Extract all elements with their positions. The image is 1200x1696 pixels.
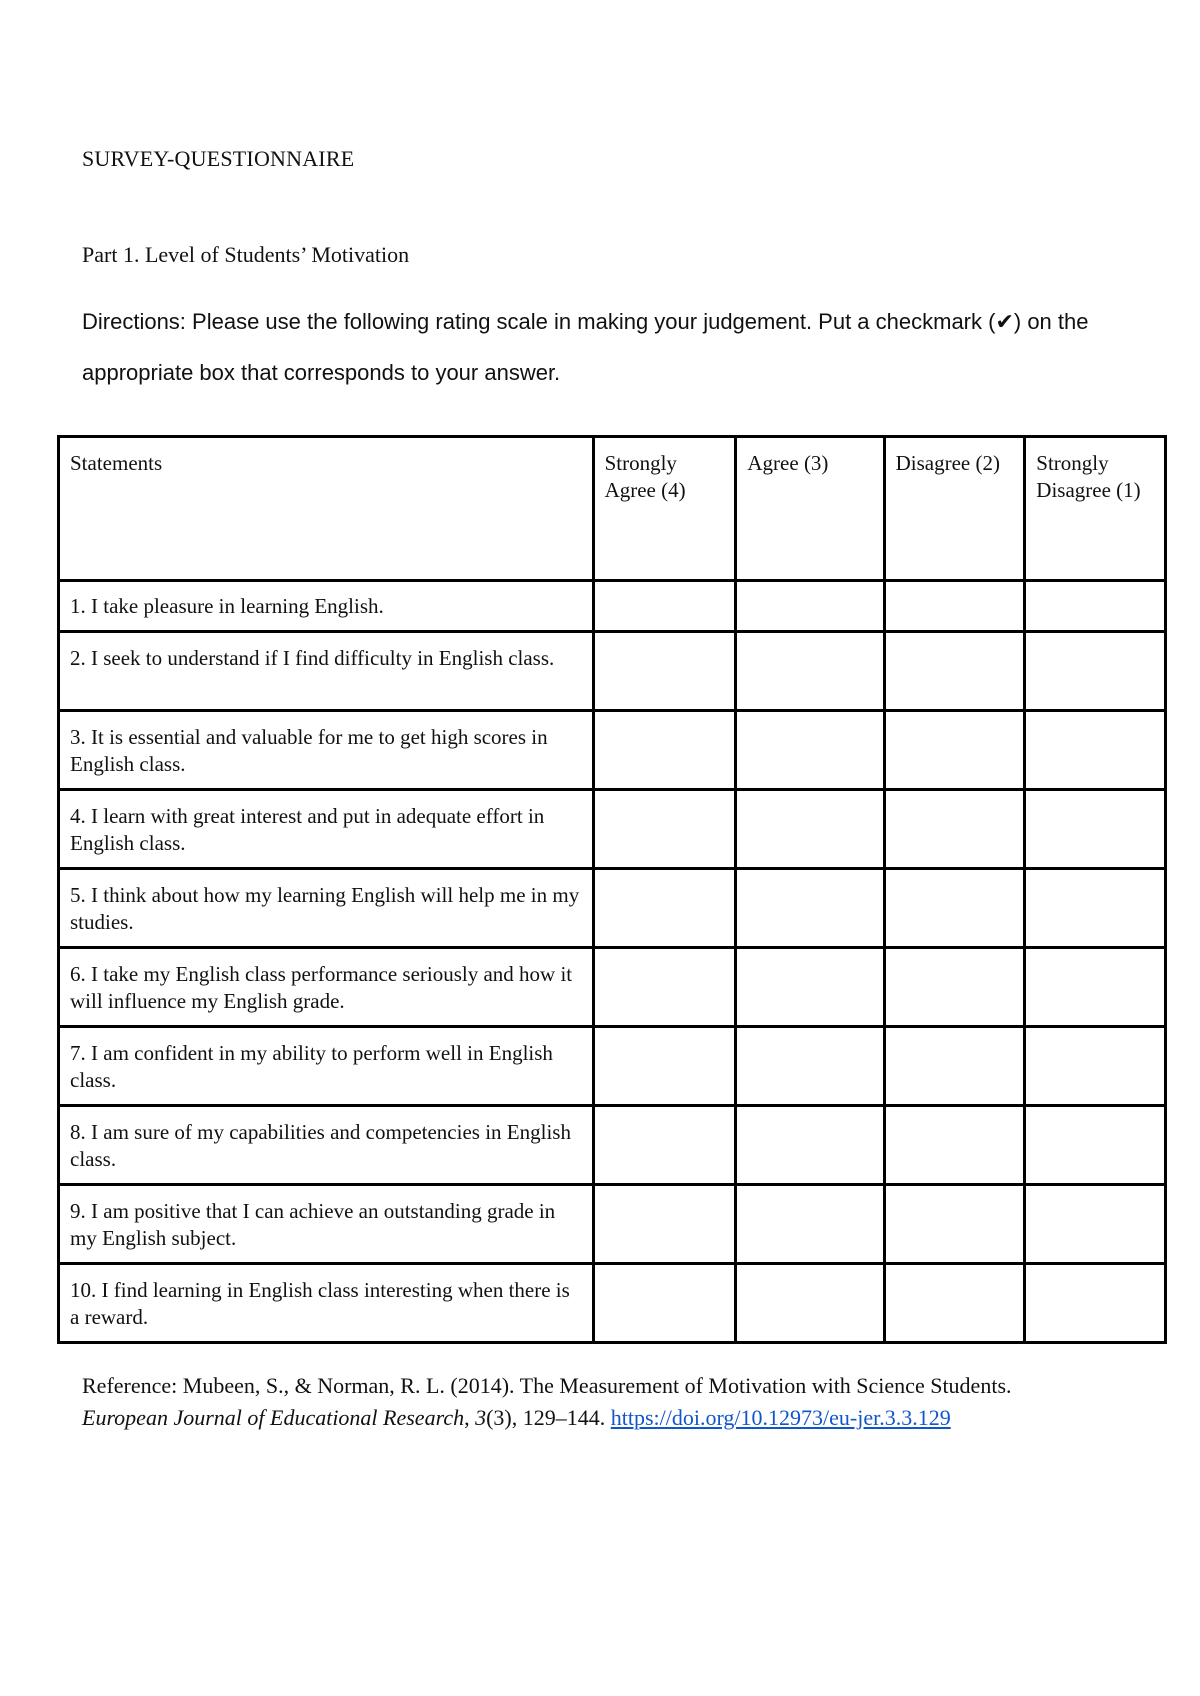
answer-box-strongly-agree[interactable] — [593, 1106, 736, 1185]
part-heading: Part 1. Level of Students’ Motivation — [82, 242, 410, 267]
answer-box-strongly-agree[interactable] — [593, 1027, 736, 1106]
table-row — [59, 1027, 1166, 1106]
answer-box-strongly-agree[interactable] — [593, 948, 736, 1027]
answer-box-strongly-disagree[interactable] — [1025, 581, 1166, 632]
answer-box-disagree[interactable] — [884, 711, 1025, 790]
header-disagree: Disagree (2) — [884, 437, 1025, 581]
answer-box-agree[interactable] — [736, 790, 884, 869]
answer-box-strongly-disagree[interactable] — [1025, 948, 1166, 1027]
statement-cell: 10. I find learning in English class interesting when there is a reward. — [59, 1264, 594, 1343]
reference-separator: , — [464, 1405, 476, 1430]
statement-cell: 6. I take my English class performance seriously and how it will influence my English grade. — [59, 948, 594, 1027]
survey-table — [57, 435, 1167, 1344]
table-row — [59, 581, 1166, 632]
reference-pages: (3), 129–144. — [486, 1405, 611, 1430]
answer-box-disagree[interactable] — [884, 581, 1025, 632]
answer-box-strongly-agree[interactable] — [593, 790, 736, 869]
answer-box-strongly-agree[interactable] — [593, 1264, 736, 1343]
statement-cell: 4. I learn with great interest and put in adequate effort in English class. — [59, 790, 594, 869]
table-row — [59, 711, 1166, 790]
table-row — [59, 1185, 1166, 1264]
table-row — [59, 790, 1166, 869]
reference-citation — [82, 1370, 1042, 1434]
answer-box-strongly-disagree[interactable] — [1025, 869, 1166, 948]
doi-link[interactable]: https://doi.org/10.12973/eu-jer.3.3.129 — [610, 1405, 951, 1430]
answer-box-strongly-agree[interactable] — [593, 632, 736, 711]
answer-box-disagree[interactable] — [884, 1027, 1025, 1106]
statement-cell: 7. I am confident in my ability to perform well in English class. — [59, 1027, 594, 1106]
answer-box-strongly-disagree[interactable] — [1025, 1027, 1166, 1106]
answer-box-strongly-disagree[interactable] — [1025, 1106, 1166, 1185]
table-row — [59, 632, 1166, 711]
table-row — [59, 1106, 1166, 1185]
header-agree: Agree (3) — [736, 437, 884, 581]
answer-box-agree[interactable] — [736, 1264, 884, 1343]
header-strongly-agree: Strongly Agree (4) — [593, 437, 736, 581]
table-row — [59, 948, 1166, 1027]
answer-box-strongly-disagree[interactable] — [1025, 632, 1166, 711]
directions-text: Directions: Please use the following rating scale in making your judgement. Put a checkmark (✔) on the appropriate box that corresponds to your answer. — [82, 309, 1089, 385]
header-strongly-disagree: Strongly Disagree (1) — [1025, 437, 1166, 581]
answer-box-disagree[interactable] — [884, 790, 1025, 869]
table-row — [59, 1264, 1166, 1343]
answer-box-disagree[interactable] — [884, 948, 1025, 1027]
statement-cell: 1. I take pleasure in learning English. — [59, 581, 594, 632]
answer-box-strongly-disagree[interactable] — [1025, 1264, 1166, 1343]
answer-box-agree[interactable] — [736, 711, 884, 790]
answer-box-disagree[interactable] — [884, 869, 1025, 948]
answer-box-agree[interactable] — [736, 1027, 884, 1106]
table-row — [59, 869, 1166, 948]
answer-box-agree[interactable] — [736, 632, 884, 711]
answer-box-strongly-disagree[interactable] — [1025, 1185, 1166, 1264]
statement-cell: 9. I am positive that I can achieve an outstanding grade in my English subject. — [59, 1185, 594, 1264]
answer-box-disagree[interactable] — [884, 632, 1025, 711]
statement-cell: 5. I think about how my learning English will help me in my studies. — [59, 869, 594, 948]
answer-box-strongly-agree[interactable] — [593, 1185, 736, 1264]
answer-box-agree[interactable] — [736, 869, 884, 948]
answer-box-agree[interactable] — [736, 1185, 884, 1264]
answer-box-disagree[interactable] — [884, 1106, 1025, 1185]
answer-box-strongly-disagree[interactable] — [1025, 790, 1166, 869]
answer-box-disagree[interactable] — [884, 1185, 1025, 1264]
statement-cell: 2. I seek to understand if I find difficulty in English class. — [59, 632, 594, 711]
document-title: SURVEY-QUESTIONNAIRE — [82, 146, 355, 171]
answer-box-strongly-agree[interactable] — [593, 869, 736, 948]
answer-box-agree[interactable] — [736, 948, 884, 1027]
journal-name: European Journal of Educational Research — [82, 1405, 465, 1430]
header-statements: Statements — [59, 437, 594, 581]
table-header-row — [59, 437, 1166, 581]
answer-box-strongly-disagree[interactable] — [1025, 711, 1166, 790]
answer-box-agree[interactable] — [736, 1106, 884, 1185]
statement-cell: 8. I am sure of my capabilities and competencies in English class. — [59, 1106, 594, 1185]
answer-box-agree[interactable] — [736, 581, 884, 632]
answer-box-strongly-agree[interactable] — [593, 581, 736, 632]
answer-box-disagree[interactable] — [884, 1264, 1025, 1343]
answer-box-strongly-agree[interactable] — [593, 711, 736, 790]
statement-cell: 3. It is essential and valuable for me to get high scores in English class. — [59, 711, 594, 790]
journal-volume: 3 — [475, 1405, 487, 1430]
reference-text: Reference: Mubeen, S., & Norman, R. L. (2014). The Measurement of Motivation with Science Students. — [82, 1373, 1012, 1398]
